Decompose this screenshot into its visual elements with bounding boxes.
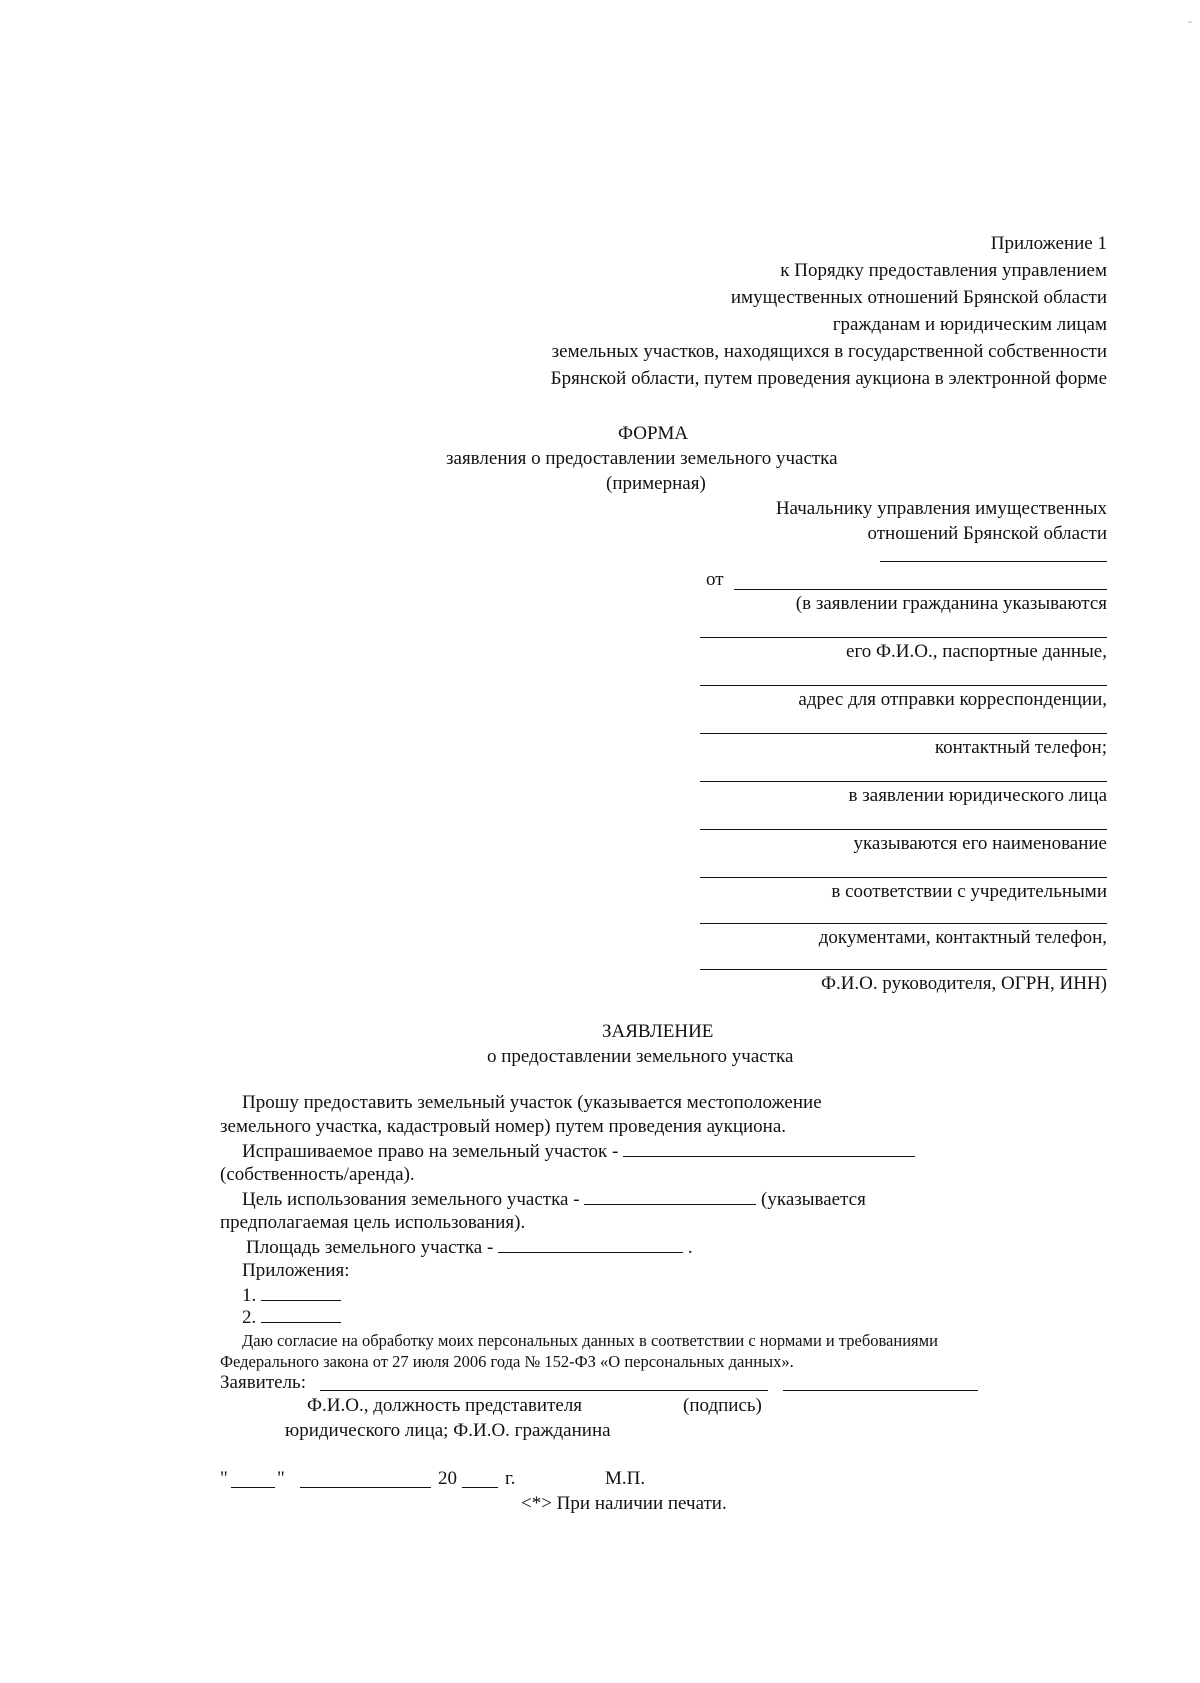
applicant-hint-5: в заявлении юридического лица (848, 785, 1107, 806)
consent-line-1: Даю согласие на обработку моих персональных данных в соответствии с нормами и требованиями (242, 1331, 938, 1350)
right-hint: (собственность/аренда). (220, 1164, 415, 1185)
attachment-row-2 (242, 1306, 341, 1329)
date-day-blank[interactable] (231, 1487, 275, 1488)
appendix-line-3: имущественных отношений Брянской области (730, 287, 1107, 308)
right-label: Испрашиваемое право на земельный участок - (242, 1141, 619, 1162)
attachments-label: Приложения: (242, 1260, 350, 1281)
form-heading: ФОРМА (618, 423, 689, 444)
hint-underline-1 (700, 637, 1107, 638)
date-day-open-quote: " (220, 1468, 228, 1489)
form-note: (примерная) (606, 473, 706, 494)
request-line-1: Прошу предоставить земельный участок (указывается местоположение (242, 1092, 822, 1113)
request-line-2: земельного участка, кадастровый номер) путем проведения аукциона. (220, 1116, 787, 1137)
attachment-2-blank[interactable] (261, 1306, 341, 1323)
statement-heading: ЗАЯВЛЕНИЕ (602, 1021, 714, 1042)
applicant-name-line[interactable] (320, 1390, 768, 1391)
form-subtitle: заявления о предоставлении земельного участка (446, 448, 838, 469)
purpose-label: Цель использования земельного участка - (242, 1189, 580, 1210)
right-blank[interactable] (623, 1140, 915, 1157)
hint-underline-2 (700, 685, 1107, 686)
appendix-line-4: гражданам и юридическим лицам (832, 314, 1107, 335)
stamp-note: <*> При наличии печати. (521, 1493, 727, 1514)
corner-mark: - (1188, 14, 1192, 28)
from-underline (734, 589, 1107, 590)
statement-subtitle: о предоставлении земельного участка (487, 1046, 794, 1067)
attachment-2-number: 2. (242, 1307, 257, 1328)
purpose-blank[interactable] (584, 1188, 756, 1205)
area-blank[interactable] (498, 1236, 683, 1253)
applicant-hint-3: адрес для отправки корреспонденции, (798, 689, 1107, 710)
date-day-close-quote: " (277, 1468, 285, 1489)
area-suffix: . (687, 1237, 693, 1258)
signature-caption-1b: (подпись) (683, 1395, 762, 1416)
applicant-hint-7: в соответствии с учредительными (831, 881, 1107, 902)
appendix-line-2: к Порядку предоставления управлением (780, 260, 1107, 281)
attachment-1-number: 1. (242, 1285, 257, 1306)
hint-underline-5 (700, 829, 1107, 830)
addressee-line-2: отношений Брянской области (867, 523, 1107, 544)
applicant-signature-line[interactable] (783, 1390, 978, 1391)
attachment-row-1 (242, 1284, 341, 1307)
applicant-hint-1: (в заявлении гражданина указываются (795, 593, 1107, 614)
purpose-row (242, 1188, 866, 1211)
applicant-hint-4: контактный телефон; (934, 737, 1107, 758)
appendix-line-5: земельных участков, находящихся в государственной собственности (551, 341, 1107, 362)
stamp-label: М.П. (605, 1468, 646, 1489)
hint-underline-6 (700, 877, 1107, 878)
hint-underline-8 (700, 969, 1107, 970)
applicant-hint-2: его Ф.И.О., паспортные данные, (846, 641, 1107, 662)
signature-caption-2: юридического лица; Ф.И.О. гражданина (285, 1420, 611, 1441)
purpose-hint: предполагаемая цель использования). (220, 1212, 526, 1233)
area-label: Площадь земельного участка - (246, 1237, 494, 1258)
applicant-hint-6: указываются его наименование (853, 833, 1107, 854)
applicant-label: Заявитель: (220, 1372, 306, 1393)
applicant-hint-8: документами, контактный телефон, (818, 927, 1107, 948)
right-row (242, 1140, 915, 1163)
addressee-underline (880, 561, 1107, 562)
consent-line-2: Федерального закона от 27 июля 2006 года № 152-ФЗ «О персональных данных». (220, 1352, 794, 1371)
date-month-blank[interactable] (300, 1487, 431, 1488)
appendix-line-6: Брянской области, путем проведения аукциона в электронной форме (550, 368, 1107, 389)
from-label: от (706, 569, 724, 590)
hint-underline-4 (700, 781, 1107, 782)
attachment-1-blank[interactable] (261, 1284, 341, 1301)
date-year-blank[interactable] (462, 1487, 498, 1488)
date-year-suffix: г. (505, 1468, 516, 1489)
hint-underline-3 (700, 733, 1107, 734)
signature-caption-1: Ф.И.О., должность представителя (307, 1395, 583, 1416)
appendix-line-1: Приложение 1 (990, 233, 1107, 254)
area-row (246, 1236, 693, 1259)
addressee-line-1: Начальнику управления имущественных (775, 498, 1107, 519)
purpose-suffix: (указывается (761, 1189, 866, 1210)
date-year-prefix: 20 (438, 1468, 457, 1489)
applicant-hint-9: Ф.И.О. руководителя, ОГРН, ИНН) (820, 973, 1107, 994)
hint-underline-7 (700, 923, 1107, 924)
